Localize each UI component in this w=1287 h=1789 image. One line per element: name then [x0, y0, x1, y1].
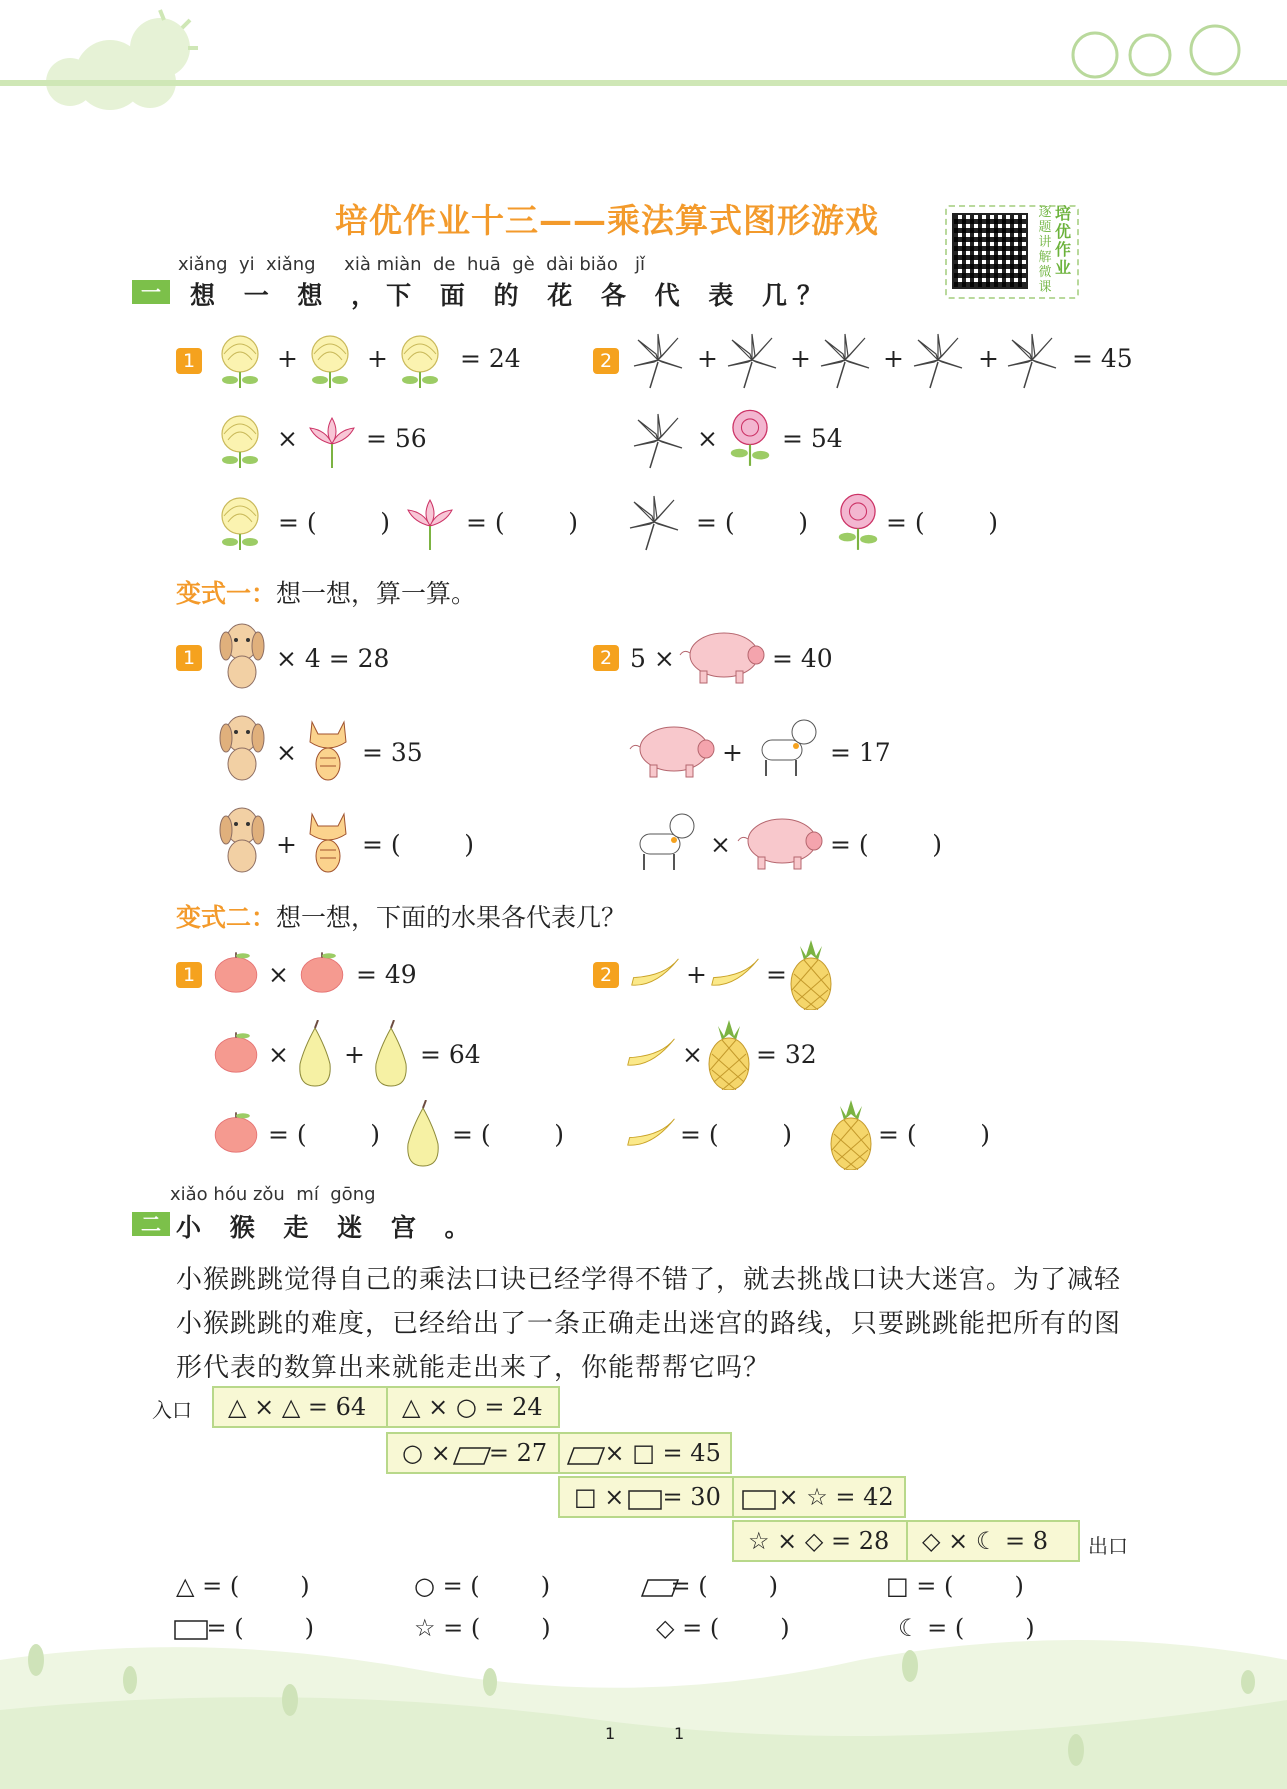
times-sign: × — [268, 1040, 289, 1069]
pig-icon — [676, 624, 766, 686]
chrysanthemum-icon — [300, 330, 360, 390]
equals-sign: = — [766, 960, 787, 989]
maze-cell-text: ◇ × ☾ = 8 — [922, 1527, 1048, 1555]
plus-sign: + — [883, 344, 904, 373]
variant1-text: 想一想，算一算。 — [276, 579, 477, 608]
section2-pinyin: xiǎo hóu zǒu mí gōng — [170, 1184, 376, 1205]
variant2-label: 变式二： — [176, 903, 277, 932]
answer-blank[interactable]: = ( ) — [362, 830, 474, 859]
maze-cell-text: × □ = 45 — [574, 1439, 721, 1467]
equation-result: = 32 — [756, 1040, 817, 1069]
plus-sign: + — [697, 344, 718, 373]
equation-result: = 56 — [366, 424, 427, 453]
equation-result: = 24 — [460, 344, 521, 373]
variant2-heading — [176, 898, 626, 934]
answer-blank[interactable]: = ( ) — [466, 508, 578, 537]
maze-cell-text: × ☆ = 42 — [748, 1483, 894, 1511]
apple-icon — [210, 1032, 262, 1076]
section1-title: 想 一 想 ，下 面 的 花 各 代 表 几？ — [190, 281, 833, 310]
maze-cell — [386, 1386, 560, 1428]
page-number-right: 1 — [674, 1724, 685, 1743]
equation-result: = 35 — [362, 738, 423, 767]
equation-result: = 64 — [420, 1040, 481, 1069]
equation-result: × 4 = 28 — [276, 644, 390, 673]
pineapple-icon — [786, 940, 836, 1010]
maze-cell — [212, 1386, 388, 1428]
section1-pinyin: xiǎng yi xiǎng xià miàn de huā gè dài biǎo jǐ — [178, 254, 645, 275]
banana-icon — [628, 952, 684, 992]
maze-cell-text: △ × ○ = 24 — [402, 1393, 543, 1421]
lotus-icon — [400, 492, 460, 552]
apple-icon — [210, 952, 262, 996]
lily-icon — [628, 410, 688, 470]
pear-icon — [290, 1020, 340, 1090]
lily-icon — [624, 492, 684, 552]
plus-sign: + — [277, 344, 298, 373]
answer-blank[interactable]: = ( ) — [452, 1120, 564, 1149]
variant1-label: 变式一： — [176, 579, 277, 608]
plus-sign: + — [790, 344, 811, 373]
answer-blank[interactable]: = ( ) — [268, 1120, 380, 1149]
maze-cell — [906, 1520, 1080, 1562]
banana-icon — [624, 1112, 680, 1152]
qr-code[interactable] — [952, 213, 1028, 289]
lily-icon — [815, 330, 875, 390]
maze-exit-label: 出口 — [1088, 1534, 1128, 1558]
header-rule — [0, 80, 1287, 86]
dahlia-icon — [718, 404, 782, 468]
maze-entrance-label: 入口 — [152, 1398, 192, 1422]
equation-result: = 54 — [782, 424, 843, 453]
answer-blank[interactable]: = ( ) — [830, 830, 942, 859]
plus-sign: + — [344, 1040, 365, 1069]
maze-description: 小猴跳跳觉得自己的乘法口诀已经学得不错了，就去挑战口诀大迷宫。为了减轻小猴跳跳的难度，已经给出了一条正确走出迷宫的路线，只要跳跳能把所有的图形代表的数算出来就能走出来了，你能帮帮它吗？ — [176, 1265, 1122, 1383]
qr-caption-col1: 逐题讲解微课 — [1038, 205, 1052, 295]
maze-cell-text: △ × △ = 64 — [228, 1393, 367, 1421]
plus-sign: + — [367, 344, 388, 373]
lily-icon — [908, 330, 968, 390]
question-number: 2 — [593, 962, 619, 988]
answer-blank[interactable]: = ( ) — [278, 508, 390, 537]
cloud-sun-icon — [46, 10, 198, 110]
lily-icon — [722, 330, 782, 390]
question-number: 1 — [176, 645, 202, 671]
page-title: 培优作业十三——乘法算式图形游戏 — [335, 201, 879, 240]
page-number-left: 1 — [605, 1724, 616, 1743]
maze-cell-text: ○ × = 27 — [402, 1439, 548, 1467]
lily-icon — [1002, 330, 1062, 390]
variant1-heading — [176, 574, 476, 610]
pig-icon — [734, 810, 824, 872]
answer-blank[interactable]: = ( ) — [886, 508, 998, 537]
maze-cell-text: ☆ × ◇ = 28 — [748, 1527, 890, 1555]
answer-square[interactable]: □ = ( ) — [886, 1572, 1024, 1600]
section2-badge: 二 — [132, 1212, 170, 1236]
cat-icon — [298, 804, 358, 874]
chrysanthemum-icon — [210, 492, 270, 552]
goat-icon — [622, 804, 702, 874]
dahlia-icon — [826, 488, 890, 552]
maze-cell — [732, 1520, 908, 1562]
equation-result: = 49 — [356, 960, 417, 989]
times-sign: × — [682, 1040, 703, 1069]
answer-diamond[interactable]: ◇ = ( ) — [656, 1614, 790, 1642]
header-decoration — [0, 0, 1287, 120]
pig-icon — [626, 718, 716, 780]
plus-sign: + — [978, 344, 999, 373]
lily-icon — [628, 330, 688, 390]
rectangle-icon — [628, 1490, 662, 1510]
answer-blank[interactable]: = ( ) — [696, 508, 808, 537]
apple-icon — [210, 1112, 262, 1156]
pear-icon — [366, 1020, 416, 1090]
parallelogram-icon — [452, 1446, 492, 1466]
answer-parallelogram[interactable]: = ( ) — [640, 1572, 779, 1600]
dog-icon — [212, 620, 272, 690]
equation-result: = 45 — [1072, 344, 1133, 373]
section1-badge: 一 — [132, 280, 170, 304]
cat-icon — [298, 712, 358, 782]
pineapple-icon — [826, 1100, 876, 1170]
banana-icon — [624, 1032, 680, 1072]
equation-result: = 17 — [830, 738, 891, 767]
lotus-icon — [302, 410, 362, 470]
question-number: 1 — [176, 962, 202, 988]
times-sign: × — [710, 830, 731, 859]
times-sign: × — [277, 424, 298, 453]
plus-sign: + — [276, 830, 297, 859]
footer-landscape — [0, 1620, 1287, 1789]
answer-moon[interactable]: ☾ = ( ) — [898, 1614, 1035, 1642]
parallelogram-icon — [566, 1446, 606, 1466]
answer-rectangle[interactable]: = ( ) — [176, 1614, 315, 1642]
animals-icon — [1073, 26, 1239, 77]
dog-icon — [212, 712, 272, 782]
answer-triangle[interactable]: △ = ( ) — [176, 1572, 310, 1600]
rectangle-icon — [742, 1490, 776, 1510]
chrysanthemum-icon — [210, 330, 270, 390]
maze-cell-text: □ × = 30 — [574, 1483, 721, 1511]
chrysanthemum-icon — [390, 330, 450, 390]
answer-blank[interactable]: = ( ) — [878, 1120, 990, 1149]
goat-icon — [744, 710, 824, 780]
times-sign: × — [276, 738, 297, 767]
apple-icon — [296, 952, 348, 996]
qr-caption — [1036, 205, 1076, 295]
question-number: 2 — [593, 645, 619, 671]
pear-icon — [398, 1100, 448, 1170]
equation-prefix: 5 × — [630, 644, 675, 673]
pineapple-icon — [704, 1020, 754, 1090]
question-number: 1 — [176, 348, 202, 374]
answer-star[interactable]: ☆ = ( ) — [414, 1614, 551, 1642]
answer-blank[interactable]: = ( ) — [680, 1120, 792, 1149]
times-sign: × — [268, 960, 289, 989]
chrysanthemum-icon — [210, 410, 270, 470]
dog-icon — [212, 804, 272, 874]
times-sign: × — [697, 424, 718, 453]
section2-title: 小 猴 走 迷 宫 。 — [176, 1213, 480, 1242]
qr-caption-col2: 培优作业 — [1054, 204, 1071, 277]
variant2-text: 想一想，下面的水果各代表几？ — [276, 903, 627, 932]
banana-icon — [708, 952, 764, 992]
plus-sign: + — [686, 960, 707, 989]
question-number: 2 — [593, 348, 619, 374]
plus-sign: + — [722, 738, 743, 767]
answer-circle[interactable]: ○ = ( ) — [414, 1572, 551, 1600]
equation-result: = 40 — [772, 644, 833, 673]
